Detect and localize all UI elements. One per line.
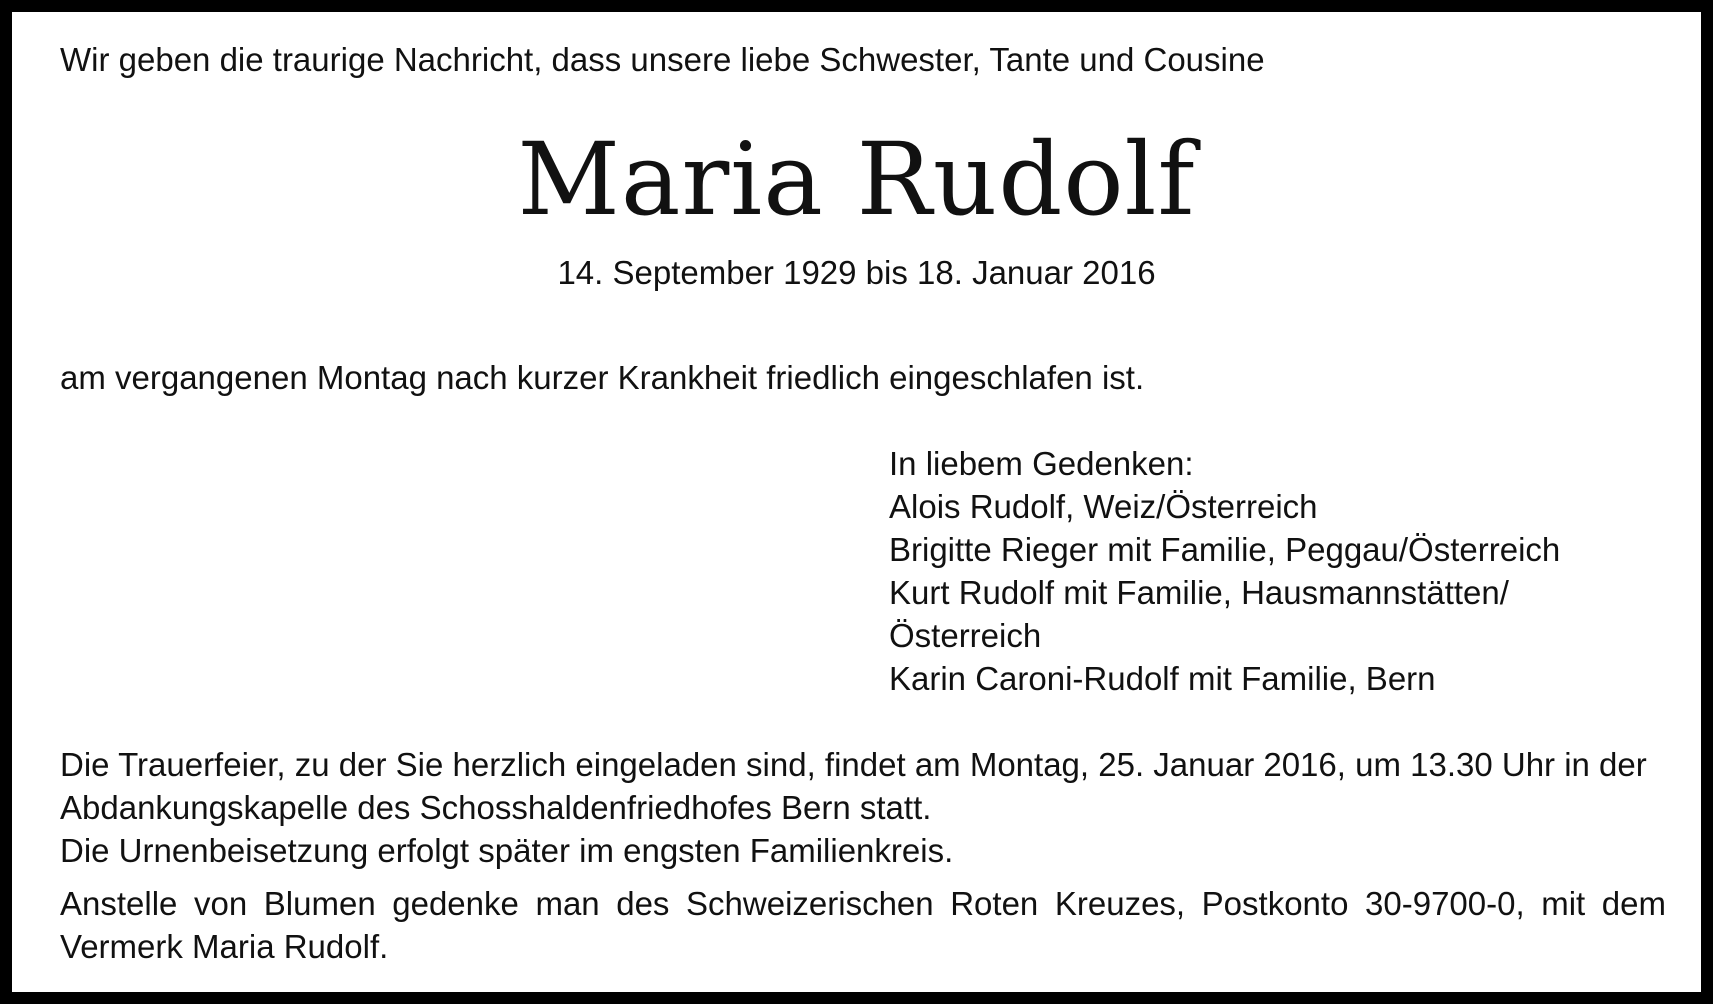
ceremony-line: Abdankungskapelle des Schosshaldenfriedhofes Bern statt. [60,789,932,826]
life-dates: 14. September 1929 bis 18. Januar 2016 [557,254,1156,291]
ceremony-info [60,743,1666,872]
mourners-block [889,442,1560,700]
mourners-heading: In liebem Gedenken: [889,445,1194,482]
donation-info [60,882,1666,968]
mourner-line: Österreich [889,617,1042,654]
deceased-name: Maria Rudolf [517,121,1196,238]
ceremony-line: Die Trauerfeier, zu der Sie herzlich eingeladen sind, findet am Montag, 25. Januar 2016, um 13.30 Uhr in der [60,746,1647,783]
passing-text: am vergangenen Montag nach kurzer Krankheit friedlich eingeschlafen ist. [60,359,1145,396]
mourner-line: Karin Caroni-Rudolf mit Familie, Bern [889,660,1436,697]
mourner-line: Brigitte Rieger mit Familie, Peggau/Österreich [889,531,1561,568]
donation-line: Vermerk Maria Rudolf. [60,928,389,965]
donation-line: Anstelle von Blumen gedenke man des Schweizerischen Roten Kreuzes, Postkonto 30-9700-0, mit dem [60,885,1666,922]
mourner-line: Alois Rudolf, Weiz/Österreich [889,488,1318,525]
intro-text: Wir geben die traurige Nachricht, dass unsere liebe Schwester, Tante und Cousine [60,41,1265,78]
mourner-line: Kurt Rudolf mit Familie, Hausmannstätten/ [889,574,1509,611]
burial-line: Die Urnenbeisetzung erfolgt später im engsten Familienkreis. [60,832,954,869]
